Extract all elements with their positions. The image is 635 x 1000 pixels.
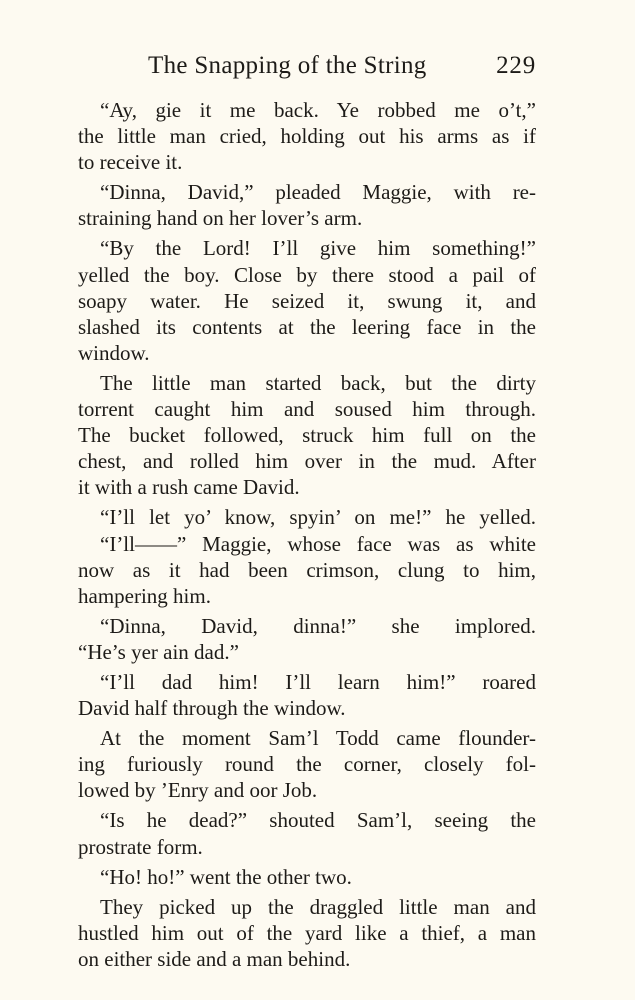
text-line: soapy water. He seized it, swung it, and [78,288,536,313]
page-header [78,52,536,84]
text-line: straining hand on her lover’s arm. [78,206,363,231]
text-line: lowed by ’Enry and oor Job. [78,778,318,803]
text-line: hampering him. [78,583,211,608]
text-line: David half through the window. [78,696,346,721]
text-line: “I’ll——” Maggie, whose face was as white [100,531,536,556]
text-line: “He’s yer ain dad.” [78,639,239,664]
text-line: “By the Lord! I’ll give him something!” [100,236,536,261]
text-line: The bucket followed, struck him full on the [78,423,536,448]
text-line: “I’ll let yo’ know, spyin’ on me!” he yelled. [100,505,536,530]
text-line: yelled the boy. Close by there stood a pail of [78,262,536,287]
text-line: “Dinna, David, dinna!” she implored. [100,613,536,638]
body-text [78,97,536,972]
text-line: “Dinna, David,” pleaded Maggie, with re- [100,180,536,205]
text-line: torrent caught him and soused him through. [78,397,536,422]
text-line: chest, and rolled him over in the mud. After [78,449,536,474]
text-line: window. [78,340,150,365]
text-line: ing furiously round the corner, closely fol- [78,752,536,777]
text-line: At the moment Sam’l Todd came flounder- [100,726,536,751]
text-line: slashed its contents at the leering face in the [78,314,536,339]
text-line: They picked up the draggled little man and [100,894,536,919]
page-number: 229 [496,52,536,79]
text-line: “Is he dead?” shouted Sam’l, seeing the [100,808,536,833]
text-line: “Ho! ho!” went the other two. [100,864,352,889]
text-line: “I’ll dad him! I’ll learn him!” roared [100,669,536,694]
text-line: hustled him out of the yard like a thief, a man [78,920,536,945]
text-line: prostrate form. [78,834,203,859]
text-line: now as it had been crimson, clung to him, [78,557,536,582]
text-line: it with a rush came David. [78,475,300,500]
text-line: “Ay, gie it me back. Ye robbed me o’t,” [100,98,536,122]
text-line: the little man cried, holding out his arms as if [78,124,536,149]
text-line: to receive it. [78,150,183,175]
text-line: on either side and a man behind. [78,946,351,971]
text-line: The little man started back, but the dirty [100,370,536,395]
running-title: The Snapping of the String [148,52,427,79]
